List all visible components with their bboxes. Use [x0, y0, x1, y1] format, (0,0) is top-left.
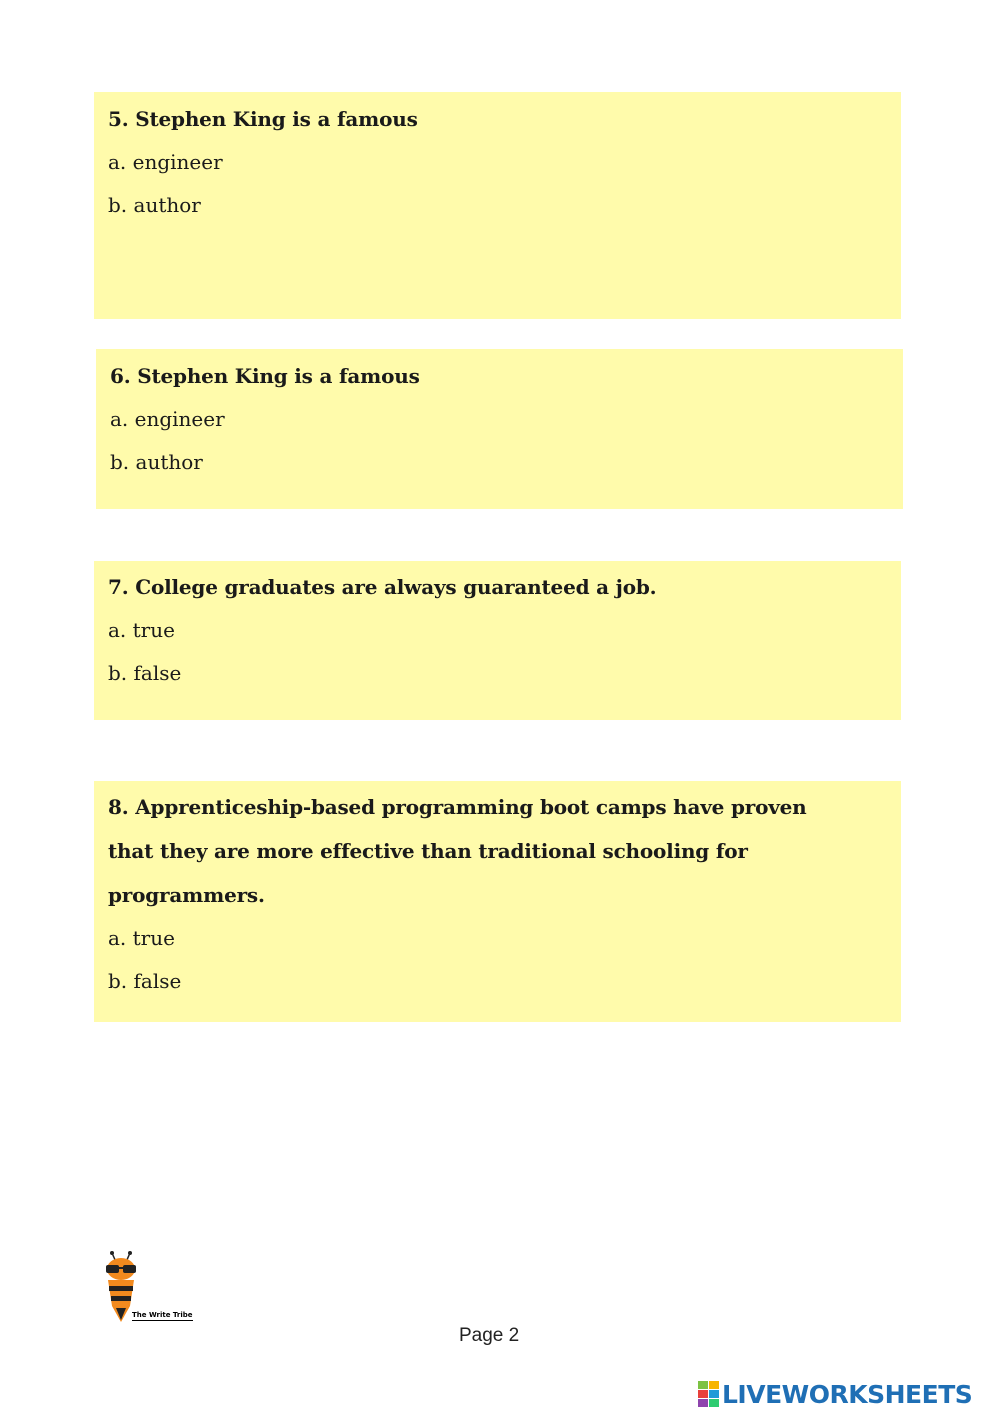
question-6-box [96, 349, 903, 509]
question-6-option-b[interactable]: b. author [110, 450, 203, 474]
question-6-text: 6. Stephen King is a famous [110, 364, 420, 388]
question-5-option-a[interactable]: a. engineer [108, 150, 223, 174]
question-8-option-a[interactable]: a. true [108, 926, 175, 950]
liveworksheets-wordmark: LIVEWORKSHEETS [722, 1379, 973, 1409]
question-7-option-a[interactable]: a. true [108, 618, 175, 642]
logo-caption: The Write Tribe [132, 1311, 193, 1319]
question-7-option-b[interactable]: b. false [108, 661, 182, 685]
liveworksheets-brand [698, 1377, 972, 1411]
question-8-text-line-3: programmers. [108, 883, 265, 907]
page-number: Page 2 [459, 1325, 520, 1346]
question-5-box [94, 92, 901, 319]
question-8-text-line-2: that they are more effective than traditional schooling for [108, 839, 748, 863]
question-5-text: 5. Stephen King is a famous [108, 107, 418, 131]
question-8-box [94, 781, 901, 1022]
question-7-text: 7. College graduates are always guaranteed a job. [108, 575, 657, 599]
question-6-option-a[interactable]: a. engineer [110, 407, 225, 431]
question-8-text-line-1: 8. Apprenticeship-based programming boot camps have proven [108, 795, 807, 819]
question-8-option-b[interactable]: b. false [108, 969, 182, 993]
question-5-option-b[interactable]: b. author [108, 193, 201, 217]
question-7-box [94, 561, 901, 720]
liveworksheets-logo-icon [698, 1381, 720, 1407]
